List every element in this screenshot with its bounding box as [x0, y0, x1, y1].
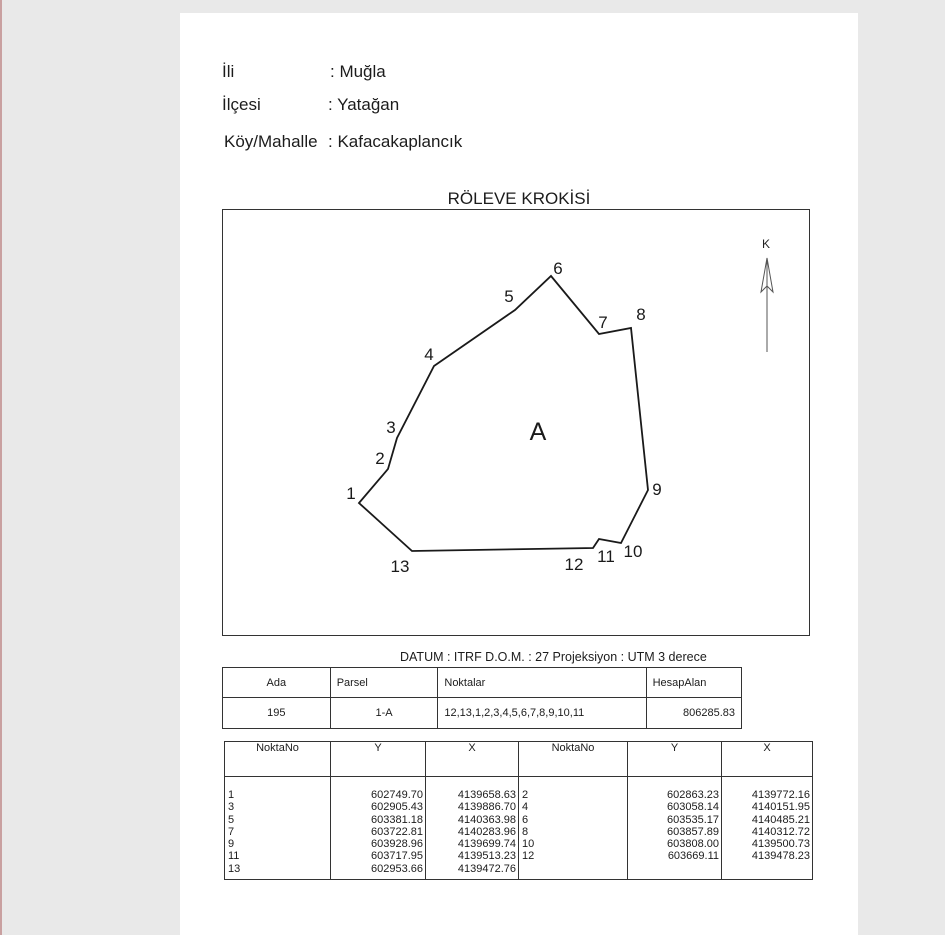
coordinate-table-header — [225, 742, 813, 777]
coordinate-cell: 602953.66 — [371, 862, 423, 875]
header-ada: Ada — [223, 668, 331, 698]
north-label: K — [761, 237, 771, 251]
right-noktano-column — [519, 777, 628, 880]
cell-parsel: 1-A — [330, 698, 438, 729]
coordinate-cell: 4139472.76 — [457, 862, 516, 875]
il-value: : Muğla — [330, 62, 386, 81]
coordinate-cell: 4139886.70 — [457, 801, 516, 814]
coordinate-cell: 4139772.16 — [751, 789, 810, 801]
coordinate-cell: 603717.95 — [371, 850, 423, 863]
coordinate-cell: 603808.00 — [667, 838, 719, 851]
right-y-column — [628, 777, 722, 880]
point-label-2: 2 — [375, 449, 385, 468]
coordinate-cell: 7 — [228, 825, 235, 838]
point-label-12: 12 — [564, 555, 584, 574]
parcel-table-header — [223, 668, 742, 698]
coordinate-cell: 603535.17 — [667, 813, 719, 826]
coordinate-cell: 602863.23 — [667, 789, 719, 801]
header-noktano-right: NoktaNo — [519, 742, 628, 777]
cell-noktalar: 12,13,1,2,3,4,5,6,7,8,9,10,11 — [438, 698, 646, 729]
coordinate-cell: 13 — [228, 862, 241, 875]
coordinate-cell: 603857.89 — [667, 825, 719, 838]
left-y-column — [331, 777, 426, 880]
coordinate-cell: 4140363.98 — [457, 813, 516, 826]
coordinate-cell: 8 — [522, 825, 529, 838]
coordinate-cell: 9 — [228, 838, 235, 851]
coordinate-cell: 10 — [522, 838, 535, 851]
il-label: İli — [222, 62, 235, 81]
point-label-1: 1 — [346, 484, 356, 503]
parcel-label: A — [529, 418, 547, 446]
header-y-left: Y — [331, 742, 426, 777]
parcel-table — [222, 667, 742, 729]
sketch-title: RÖLEVE KROKİSİ — [447, 189, 591, 208]
coordinate-cell: 4140283.96 — [457, 825, 516, 838]
coordinate-cell: 4140312.72 — [751, 825, 810, 838]
left-margin-rule — [0, 0, 2, 935]
ilce-value: : Yatağan — [328, 95, 400, 114]
point-label-3: 3 — [386, 418, 396, 437]
header-parsel: Parsel — [330, 668, 438, 698]
point-label-13: 13 — [390, 557, 410, 576]
left-noktano-column — [225, 777, 331, 880]
coordinate-cell: 12 — [522, 850, 535, 863]
coordinate-cell: 603928.96 — [371, 838, 423, 851]
header-x-right: X — [722, 742, 813, 777]
ilce-label: İlçesi — [222, 95, 261, 114]
coordinate-cell: 11 — [228, 850, 240, 863]
right-x-column — [722, 777, 813, 880]
coordinate-cell: 1 — [228, 789, 235, 801]
coordinate-cell: 603381.18 — [371, 813, 423, 826]
coordinate-table-body — [225, 777, 813, 880]
document-page — [180, 13, 858, 935]
coordinate-cell: 602749.70 — [371, 789, 423, 801]
left-x-column — [426, 777, 519, 880]
coordinate-cell: 5 — [228, 813, 235, 826]
coordinate-cell: 4140485.21 — [751, 813, 810, 826]
point-label-8: 8 — [636, 305, 646, 324]
point-label-9: 9 — [652, 480, 662, 499]
point-label-6: 6 — [553, 259, 563, 278]
coordinate-cell: 603669.11 — [667, 850, 719, 863]
coordinate-cell: 4139699.74 — [457, 838, 516, 851]
coordinate-cell: 4140151.95 — [751, 801, 810, 814]
coordinate-cell: 603058.14 — [667, 801, 719, 814]
coordinate-cell: 4139478.23 — [751, 850, 810, 863]
point-label-10: 10 — [623, 542, 643, 561]
coordinate-cell: 4139500.73 — [751, 838, 810, 851]
sketch-drawing — [223, 210, 811, 637]
koy-label: Köy/Mahalle — [224, 132, 318, 151]
coordinate-cell: 4139658.63 — [457, 789, 516, 801]
header-hesapalan: HesapAlan — [646, 668, 741, 698]
coordinate-cell: 4139513.23 — [457, 850, 516, 863]
cell-hesapalan: 806285.83 — [646, 698, 741, 729]
header-noktano-left: NoktaNo — [225, 742, 331, 777]
coordinate-cell: 6 — [522, 813, 529, 826]
point-label-11: 11 — [597, 547, 615, 566]
coordinate-cell: 4 — [522, 801, 529, 814]
datum-line: DATUM : ITRF D.O.M. : 27 Projeksiyon : UTM 3 derece — [400, 650, 707, 664]
sketch-frame — [222, 209, 810, 636]
parcel-table-row — [223, 698, 742, 729]
header-noktalar: Noktalar — [438, 668, 646, 698]
point-label-4: 4 — [424, 345, 434, 364]
point-labels — [346, 259, 661, 576]
coordinate-cell: 3 — [228, 801, 235, 814]
point-label-7: 7 — [598, 313, 608, 332]
coordinate-cell: 603722.81 — [371, 825, 423, 838]
header-y-right: Y — [628, 742, 722, 777]
coordinate-table — [224, 741, 813, 880]
coordinate-cell: 2 — [522, 789, 529, 801]
koy-value: : Kafacakaplancık — [328, 132, 463, 151]
cell-ada: 195 — [223, 698, 331, 729]
point-label-5: 5 — [504, 287, 514, 306]
header-x-left: X — [426, 742, 519, 777]
coordinate-cell: 602905.43 — [371, 801, 423, 814]
